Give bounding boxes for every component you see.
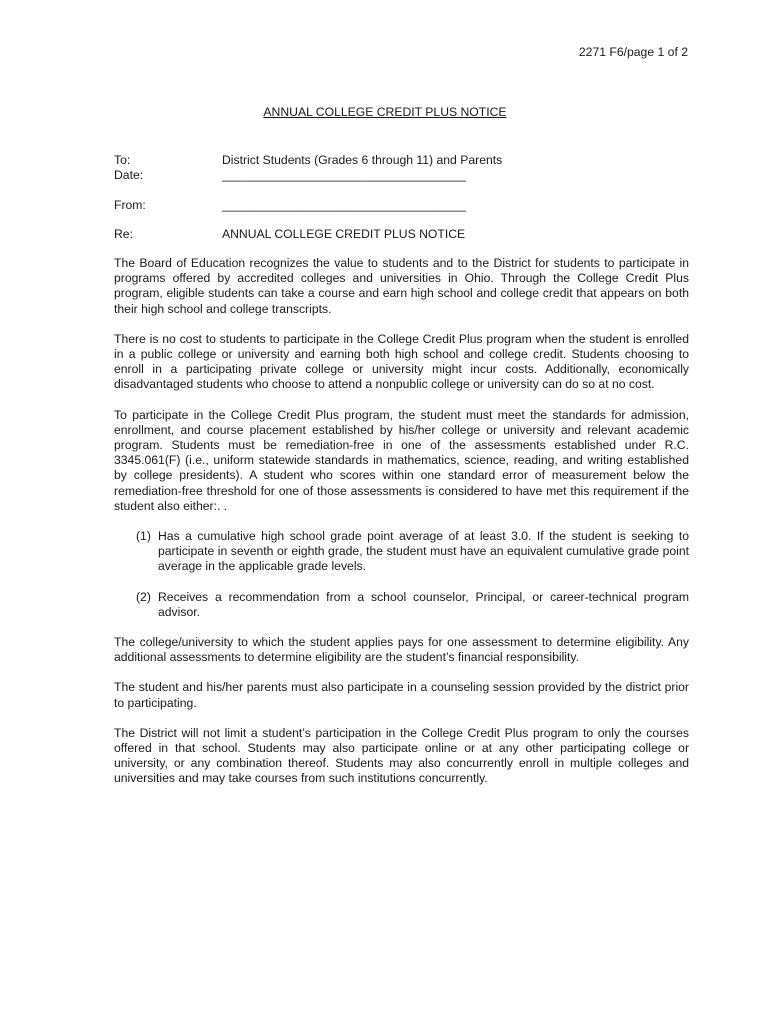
paragraph: The college/university to which the student applies pays for one assessment to determine eligibility. Any additional assessments to determine eligibility are the student’s financial responsibility. bbox=[114, 635, 689, 665]
eligibility-list bbox=[114, 529, 689, 620]
from-value: ____________________________________ bbox=[222, 198, 467, 212]
list-text: Receives a recommendation from a school counselor, Principal, or career-technical program advisor. bbox=[158, 589, 689, 619]
paragraph: To participate in the College Credit Plus program, the student must meet the standards for admission, enrollment, and course placement established by his/her college or university and relevant academic program. Students must be remediation-free in one of the assessments established under R.C. 3345.061(F) (i.e., uniform statewide standards in mathematics, science, reading, and writing established by college presidents). A student who scores within one standard error of measurement below the remediation-free threshold for one of those assessments is considered to have met this requirement if the student also either:. . bbox=[114, 407, 689, 513]
paragraph: The District will not limit a student’s participation in the College Credit Plus program to only the courses offered in that school. Students may also participate online or at any other participating college or university, or any combination thereof. Students may also concurrently enroll in multiple colleges and universities and may take courses from such institutions concurrently. bbox=[114, 725, 689, 786]
list-item bbox=[114, 590, 689, 620]
re-value: ANNUAL COLLEGE CREDIT PLUS NOTICE bbox=[222, 227, 466, 241]
paragraph: The Board of Education recognizes the value to students and to the District for students to participate in programs offered by accredited colleges and universities in Ohio. Through the College Credit Plus program, eligible students can take a course and earn high school and college credit that appears on both their high school and college transcripts. bbox=[114, 256, 689, 316]
paragraph: The student and his/her parents must also participate in a counseling session provided by the district prior to participating. bbox=[114, 680, 689, 710]
list-text: Has a cumulative high school grade point average of at least 3.0. If the student is seeking to participate in seventh or eighth grade, the student must have an equivalent cumulative grade point average in the applicable grade levels. bbox=[158, 529, 689, 574]
to-value: District Students (Grades 6 through 11) and Parents bbox=[222, 153, 503, 167]
document-title bbox=[0, 105, 770, 120]
list-number: (2) bbox=[136, 589, 151, 604]
paragraph: There is no cost to students to participate in the College Credit Plus program when the student is enrolled in a public college or university and earning both high school and college credit. Students choosing to enroll in a participating private college or university might incur costs. Additionally, economically disadvantaged students who choose to attend a nonpublic college or university can do so at no cost. bbox=[114, 331, 689, 392]
list-number: (1) bbox=[136, 529, 151, 544]
list-item bbox=[114, 529, 689, 575]
from-label: From: bbox=[114, 198, 146, 212]
date-value: ____________________________________ bbox=[222, 168, 467, 182]
page-reference: 2271 F6/page 1 of 2 bbox=[578, 45, 688, 59]
re-label: Re: bbox=[114, 227, 133, 241]
date-label: Date: bbox=[114, 168, 144, 182]
to-label: To: bbox=[114, 153, 131, 167]
document-body bbox=[114, 256, 689, 802]
title-text: ANNUAL COLLEGE CREDIT PLUS NOTICE bbox=[263, 105, 507, 119]
